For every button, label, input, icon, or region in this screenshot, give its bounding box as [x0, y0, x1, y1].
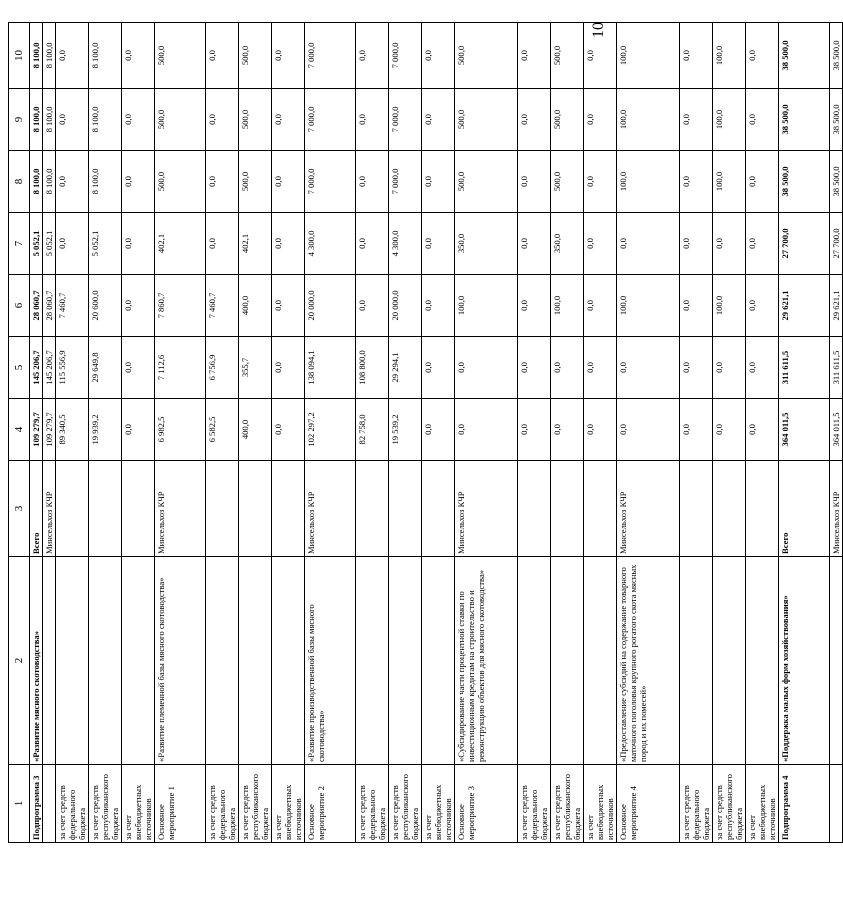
value-cell: 5 052,1: [43, 213, 56, 275]
value-cell: 350,0: [551, 213, 584, 275]
value-cell: 0,0: [356, 23, 389, 89]
value-cell: 500,0: [239, 151, 272, 213]
row-name: [272, 557, 305, 765]
value-cell: 0,0: [56, 151, 89, 213]
table-row: [206, 23, 239, 843]
value-cell: 400,0: [239, 275, 272, 337]
value-cell: 100,0: [713, 23, 746, 89]
value-cell: 500,0: [155, 151, 206, 213]
value-cell: 0,0: [272, 337, 305, 399]
value-cell: 0,0: [584, 23, 617, 89]
row-name: [206, 557, 239, 765]
table-row: [272, 23, 305, 843]
table-row: [389, 23, 422, 843]
value-cell: 402,1: [155, 213, 206, 275]
value-cell: 0,0: [713, 213, 746, 275]
value-cell: 0,0: [746, 151, 779, 213]
value-cell: 7 000,0: [389, 23, 422, 89]
value-cell: 0,0: [584, 337, 617, 399]
value-cell: 0,0: [746, 23, 779, 89]
value-cell: 29 621,1: [830, 275, 843, 337]
value-cell: 8 100,0: [30, 89, 43, 151]
value-cell: 364 011,5: [830, 399, 843, 461]
row-name: [239, 557, 272, 765]
row-name: [551, 557, 584, 765]
row-executor: [206, 461, 239, 557]
value-cell: 500,0: [155, 23, 206, 89]
row-executor: [389, 461, 422, 557]
value-cell: 19 539,2: [389, 399, 422, 461]
value-cell: 29 621,1: [779, 275, 830, 337]
row-label: за счет средств федерального бюджета: [680, 765, 713, 843]
column-header: 2: [9, 557, 30, 765]
value-cell: 0,0: [518, 275, 551, 337]
value-cell: 500,0: [455, 23, 518, 89]
value-cell: 0,0: [746, 337, 779, 399]
value-cell: 138 094,1: [305, 337, 356, 399]
row-label: [43, 765, 56, 843]
table-row: [680, 23, 713, 843]
value-cell: 4 300,0: [389, 213, 422, 275]
table-row: [305, 23, 356, 843]
row-label: за счет внебюджетных источников: [272, 765, 305, 843]
row-label: за счет средств федерального бюджета: [356, 765, 389, 843]
value-cell: 29 649,8: [89, 337, 122, 399]
value-cell: 8 100,0: [43, 151, 56, 213]
value-cell: 500,0: [551, 23, 584, 89]
value-cell: 20 000,0: [389, 275, 422, 337]
value-cell: 27 700,0: [779, 213, 830, 275]
column-header: 1: [9, 765, 30, 843]
row-name: [356, 557, 389, 765]
value-cell: 115 556,9: [56, 337, 89, 399]
value-cell: 0,0: [680, 213, 713, 275]
row-label: за счет средств республиканского бюджета: [551, 765, 584, 843]
row-label: Основное мероприятие 2: [305, 765, 356, 843]
value-cell: 500,0: [551, 151, 584, 213]
value-cell: 6 982,5: [155, 399, 206, 461]
row-name: [122, 557, 155, 765]
row-label: за счет внебюджетных источников: [422, 765, 455, 843]
value-cell: 500,0: [239, 23, 272, 89]
value-cell: 0,0: [272, 213, 305, 275]
budget-table: [8, 22, 843, 843]
value-cell: 0,0: [746, 89, 779, 151]
row-executor: [584, 461, 617, 557]
value-cell: 5 052,1: [30, 213, 43, 275]
row-label: Подпрограмма 3: [30, 765, 43, 843]
value-cell: 311 611,5: [830, 337, 843, 399]
table-row: [422, 23, 455, 843]
column-header: 8: [9, 151, 30, 213]
row-executor: Минсельхоз КЧР: [617, 461, 680, 557]
value-cell: 350,0: [455, 213, 518, 275]
row-executor: [746, 461, 779, 557]
value-cell: 0,0: [422, 337, 455, 399]
row-name: «Субсидирование части процентной ставки по инвестиционным кредитам на строительство и реконструкцию объектов для мясного скотоводства»: [455, 557, 518, 765]
value-cell: 109 279,7: [43, 399, 56, 461]
value-cell: 109 279,7: [30, 399, 43, 461]
value-cell: 38 500,0: [779, 23, 830, 89]
row-name: [518, 557, 551, 765]
row-label: за счет средств республиканского бюджета: [239, 765, 272, 843]
row-label: [830, 765, 843, 843]
table-row: [830, 23, 843, 843]
value-cell: 6 582,5: [206, 399, 239, 461]
value-cell: 20 000,0: [305, 275, 356, 337]
value-cell: 0,0: [713, 399, 746, 461]
value-cell: 0,0: [56, 89, 89, 151]
value-cell: 0,0: [455, 399, 518, 461]
value-cell: 8 100,0: [89, 89, 122, 151]
table-row: [746, 23, 779, 843]
value-cell: 0,0: [422, 151, 455, 213]
value-cell: 145 206,7: [43, 337, 56, 399]
value-cell: 0,0: [206, 213, 239, 275]
value-cell: 7 460,7: [56, 275, 89, 337]
value-cell: 500,0: [455, 151, 518, 213]
value-cell: 0,0: [455, 337, 518, 399]
value-cell: 89 340,5: [56, 399, 89, 461]
row-label: Подпрограмма 4: [779, 765, 830, 843]
value-cell: 27 700,0: [830, 213, 843, 275]
value-cell: 0,0: [518, 151, 551, 213]
row-executor: [272, 461, 305, 557]
value-cell: 0,0: [584, 275, 617, 337]
value-cell: 0,0: [551, 337, 584, 399]
value-cell: 0,0: [206, 151, 239, 213]
value-cell: 0,0: [617, 337, 680, 399]
value-cell: 0,0: [551, 399, 584, 461]
page-number: 10: [590, 22, 607, 38]
row-executor: [713, 461, 746, 557]
value-cell: 0,0: [680, 23, 713, 89]
value-cell: 6 756,9: [206, 337, 239, 399]
value-cell: 0,0: [272, 89, 305, 151]
value-cell: 0,0: [272, 399, 305, 461]
value-cell: 100,0: [617, 23, 680, 89]
value-cell: 108 800,0: [356, 337, 389, 399]
value-cell: 0,0: [617, 213, 680, 275]
value-cell: 0,0: [122, 213, 155, 275]
value-cell: 38 500,0: [830, 89, 843, 151]
row-executor: [56, 461, 89, 557]
row-name: [830, 557, 843, 765]
value-cell: 28 060,7: [43, 275, 56, 337]
value-cell: 0,0: [272, 151, 305, 213]
value-cell: 0,0: [206, 89, 239, 151]
value-cell: 145 206,7: [30, 337, 43, 399]
value-cell: 0,0: [356, 275, 389, 337]
value-cell: 7 000,0: [305, 23, 356, 89]
value-cell: 0,0: [422, 213, 455, 275]
value-cell: 38 500,0: [779, 89, 830, 151]
value-cell: 102 297,2: [305, 399, 356, 461]
value-cell: 0,0: [617, 399, 680, 461]
table-row: [617, 23, 680, 843]
row-label: за счет средств республиканского бюджета: [89, 765, 122, 843]
value-cell: 311 611,5: [779, 337, 830, 399]
row-name: «Развитие племенной базы мясного скотоводства»: [155, 557, 206, 765]
table-row: [155, 23, 206, 843]
value-cell: 0,0: [422, 275, 455, 337]
value-cell: 0,0: [713, 337, 746, 399]
value-cell: 0,0: [122, 337, 155, 399]
value-cell: 8 100,0: [89, 23, 122, 89]
value-cell: 7 860,7: [155, 275, 206, 337]
row-label: за счет средств федерального бюджета: [206, 765, 239, 843]
value-cell: 7 000,0: [305, 151, 356, 213]
table-row: [30, 23, 43, 843]
value-cell: 0,0: [356, 213, 389, 275]
value-cell: 7 112,6: [155, 337, 206, 399]
row-executor: Всего: [30, 461, 43, 557]
value-cell: 5 052,1: [89, 213, 122, 275]
row-executor: [518, 461, 551, 557]
table-row: [779, 23, 830, 843]
value-cell: 7 000,0: [389, 151, 422, 213]
row-executor: [239, 461, 272, 557]
value-cell: 0,0: [56, 213, 89, 275]
column-header: 7: [9, 213, 30, 275]
value-cell: 38 500,0: [830, 151, 843, 213]
value-cell: 7 000,0: [389, 89, 422, 151]
value-cell: 0,0: [584, 213, 617, 275]
row-executor: Минсельхоз КЧР: [43, 461, 56, 557]
value-cell: 100,0: [617, 275, 680, 337]
value-cell: 38 500,0: [830, 23, 843, 89]
row-label: за счет средств федерального бюджета: [56, 765, 89, 843]
value-cell: 0,0: [746, 213, 779, 275]
row-name: [746, 557, 779, 765]
row-executor: Минсельхоз КЧР: [305, 461, 356, 557]
value-cell: 0,0: [422, 399, 455, 461]
row-executor: Минсельхоз КЧР: [155, 461, 206, 557]
value-cell: 29 294,1: [389, 337, 422, 399]
value-cell: 28 060,7: [30, 275, 43, 337]
row-executor: [422, 461, 455, 557]
value-cell: 8 100,0: [89, 151, 122, 213]
value-cell: 19 939,2: [89, 399, 122, 461]
value-cell: 0,0: [422, 89, 455, 151]
value-cell: 8 100,0: [30, 151, 43, 213]
value-cell: 0,0: [122, 275, 155, 337]
table-row: [518, 23, 551, 843]
table-row: [89, 23, 122, 843]
value-cell: 100,0: [617, 151, 680, 213]
column-header: 10: [9, 23, 30, 89]
row-executor: Всего: [779, 461, 830, 557]
value-cell: 0,0: [680, 337, 713, 399]
value-cell: 0,0: [584, 89, 617, 151]
row-name: «Предоставление субсидий на содержание товарного маточного поголовья крупного рогатого скота мясных пород и их помесей»: [617, 557, 680, 765]
row-executor: Минсельхоз КЧР: [455, 461, 518, 557]
row-label: Основное мероприятие 1: [155, 765, 206, 843]
value-cell: 500,0: [155, 89, 206, 151]
value-cell: 100,0: [713, 275, 746, 337]
row-label: за счет внебюджетных источников: [746, 765, 779, 843]
value-cell: 100,0: [713, 89, 746, 151]
row-name: [43, 557, 56, 765]
value-cell: 8 100,0: [30, 23, 43, 89]
table-row: [56, 23, 89, 843]
row-label: за счет средств республиканского бюджета: [389, 765, 422, 843]
value-cell: 0,0: [680, 151, 713, 213]
row-name: [422, 557, 455, 765]
value-cell: 0,0: [746, 399, 779, 461]
row-label: за счет внебюджетных источников: [584, 765, 617, 843]
value-cell: 0,0: [122, 151, 155, 213]
row-name: [584, 557, 617, 765]
value-cell: 0,0: [584, 399, 617, 461]
table-row: [43, 23, 56, 843]
value-cell: 364 011,5: [779, 399, 830, 461]
row-executor: [122, 461, 155, 557]
value-cell: 500,0: [239, 89, 272, 151]
table-row: [584, 23, 617, 843]
row-label: за счет средств республиканского бюджета: [713, 765, 746, 843]
row-name: [713, 557, 746, 765]
value-cell: 355,7: [239, 337, 272, 399]
column-header: 9: [9, 89, 30, 151]
row-name: «Поддержка малых форм хозяйствования»: [779, 557, 830, 765]
value-cell: 0,0: [518, 23, 551, 89]
value-cell: 400,0: [239, 399, 272, 461]
table-row: [239, 23, 272, 843]
value-cell: 0,0: [680, 399, 713, 461]
value-cell: 38 500,0: [779, 151, 830, 213]
value-cell: 8 100,0: [43, 89, 56, 151]
row-label: за счет средств федерального бюджета: [518, 765, 551, 843]
header-row: [9, 23, 30, 843]
value-cell: 0,0: [122, 399, 155, 461]
value-cell: 8 100,0: [43, 23, 56, 89]
value-cell: 0,0: [122, 89, 155, 151]
value-cell: 0,0: [518, 89, 551, 151]
value-cell: 20 600,0: [89, 275, 122, 337]
row-name: [389, 557, 422, 765]
value-cell: 0,0: [422, 23, 455, 89]
row-name: [680, 557, 713, 765]
row-label: Основное мероприятие 3: [455, 765, 518, 843]
value-cell: 0,0: [56, 23, 89, 89]
row-name: [56, 557, 89, 765]
value-cell: 100,0: [455, 275, 518, 337]
value-cell: 100,0: [551, 275, 584, 337]
column-header: 5: [9, 337, 30, 399]
value-cell: 0,0: [680, 89, 713, 151]
value-cell: 0,0: [680, 275, 713, 337]
value-cell: 0,0: [518, 337, 551, 399]
row-executor: [89, 461, 122, 557]
row-executor: Минсельхоз КЧР: [830, 461, 843, 557]
value-cell: 7 460,7: [206, 275, 239, 337]
row-name: «Развитие мясного скотоводства»: [30, 557, 43, 765]
value-cell: 100,0: [713, 151, 746, 213]
value-cell: 0,0: [122, 23, 155, 89]
table-row: [551, 23, 584, 843]
row-label: Основное мероприятие 4: [617, 765, 680, 843]
row-executor: [356, 461, 389, 557]
row-name: [89, 557, 122, 765]
value-cell: 0,0: [518, 399, 551, 461]
value-cell: 100,0: [617, 89, 680, 151]
value-cell: 0,0: [356, 89, 389, 151]
value-cell: 4 300,0: [305, 213, 356, 275]
value-cell: 0,0: [746, 275, 779, 337]
column-header: 6: [9, 275, 30, 337]
value-cell: 0,0: [518, 213, 551, 275]
table-row: [455, 23, 518, 843]
row-name: «Развитие производственной базы мясного скотоводства»: [305, 557, 356, 765]
value-cell: 402,1: [239, 213, 272, 275]
row-label: за счет внебюджетных источников: [122, 765, 155, 843]
value-cell: 7 000,0: [305, 89, 356, 151]
table-row: [122, 23, 155, 843]
row-executor: [551, 461, 584, 557]
row-executor: [680, 461, 713, 557]
value-cell: 82 758,0: [356, 399, 389, 461]
value-cell: 0,0: [584, 151, 617, 213]
value-cell: 0,0: [356, 151, 389, 213]
table-row: [356, 23, 389, 843]
column-header: 4: [9, 399, 30, 461]
value-cell: 0,0: [272, 23, 305, 89]
value-cell: 0,0: [272, 275, 305, 337]
value-cell: 500,0: [551, 89, 584, 151]
value-cell: 0,0: [206, 23, 239, 89]
value-cell: 500,0: [455, 89, 518, 151]
column-header: 3: [9, 461, 30, 557]
table-row: [713, 23, 746, 843]
